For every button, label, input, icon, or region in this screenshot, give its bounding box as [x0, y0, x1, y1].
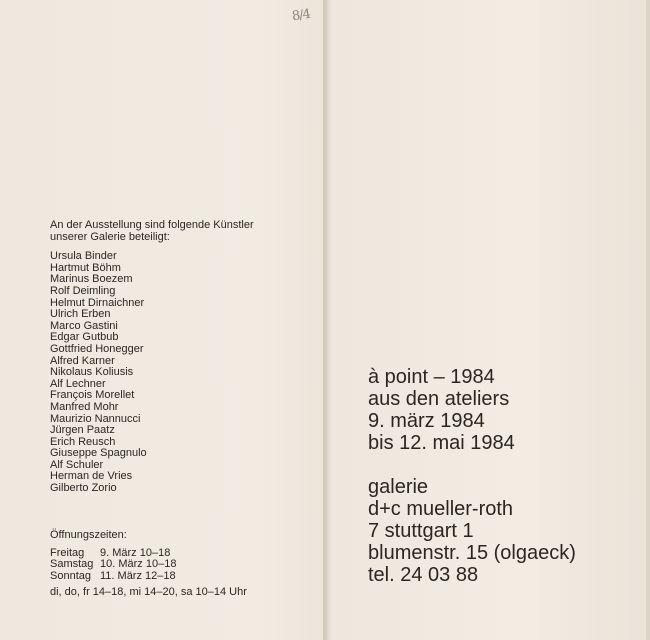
exhibition-start-date: 9. märz 1984	[368, 410, 485, 432]
artist-name: Erich Reusch	[50, 435, 116, 448]
hours-day: Samstag	[50, 558, 94, 571]
opening-hours	[50, 530, 247, 599]
title-panel	[368, 366, 576, 586]
artist-name: François Morellet	[50, 389, 135, 402]
artist-name: Hartmut Böhm	[50, 261, 121, 274]
artist-list	[50, 251, 254, 494]
hours-time: 9. März 10–18	[100, 546, 171, 559]
artist-name: Nikolaus Koliusis	[50, 366, 134, 379]
artist-name: Alf Lechner	[50, 377, 106, 390]
artist-panel	[50, 220, 254, 495]
artist-name: Manfred Mohr	[50, 400, 119, 413]
hours-day: Freitag	[50, 546, 85, 559]
gallery-city: 7 stuttgart 1	[368, 520, 474, 542]
weekly-hours: di, do, fr 14–18, mi 14–20, sa 10–14 Uhr	[50, 586, 247, 599]
artist-name: Herman de Vries	[50, 470, 133, 483]
gallery-name: d+c mueller-roth	[368, 498, 514, 520]
hours-time: 10. März 10–18	[100, 558, 177, 571]
fold-shadow	[325, 0, 331, 640]
hours-day: Sonntag	[50, 569, 91, 582]
hours-time: 11. März 12–18	[100, 569, 176, 582]
artist-name: Alfred Karner	[50, 354, 115, 367]
intro-text	[50, 220, 254, 243]
gallery-street: blumenstr. 15 (olgaeck)	[368, 542, 576, 564]
intro-line: An der Ausstellung sind folgende Künstler	[50, 219, 254, 231]
exhibition-end-date: bis 12. mai 1984	[368, 432, 515, 454]
intro-line: unserer Galerie beteiligt:	[50, 230, 170, 243]
hours-title: Öffnungszeiten:	[50, 529, 127, 541]
artist-name: Marinus Boezem	[50, 273, 133, 286]
gallery-phone: tel. 24 03 88	[368, 564, 479, 586]
artist-name: Gottfried Honegger	[50, 342, 144, 355]
artist-name: Edgar Gutbub	[50, 331, 119, 344]
artist-name: Ulrich Erben	[50, 308, 111, 321]
artist-name: Gilberto Zorio	[50, 482, 117, 495]
artist-name: Giuseppe Spagnulo	[50, 447, 147, 460]
artist-name: Maurizio Nannucci	[50, 412, 141, 425]
pencil-note: 8/4	[291, 6, 311, 25]
artist-name: Ursula Binder	[50, 250, 117, 263]
artist-name: Marco Gastini	[50, 319, 118, 332]
artist-name: Helmut Dirnaichner	[50, 296, 145, 309]
artist-name: Jürgen Paatz	[50, 424, 115, 437]
paper-edge	[646, 0, 650, 640]
gallery-label: galerie	[368, 476, 429, 498]
exhibition-subtitle: aus den ateliers	[368, 388, 510, 410]
hours-table	[50, 548, 176, 583]
exhibition-title: à point – 1984	[368, 366, 495, 388]
artist-name: Rolf Deimling	[50, 284, 116, 297]
artist-name: Alf Schuler	[50, 458, 104, 471]
hours-row	[50, 571, 176, 583]
